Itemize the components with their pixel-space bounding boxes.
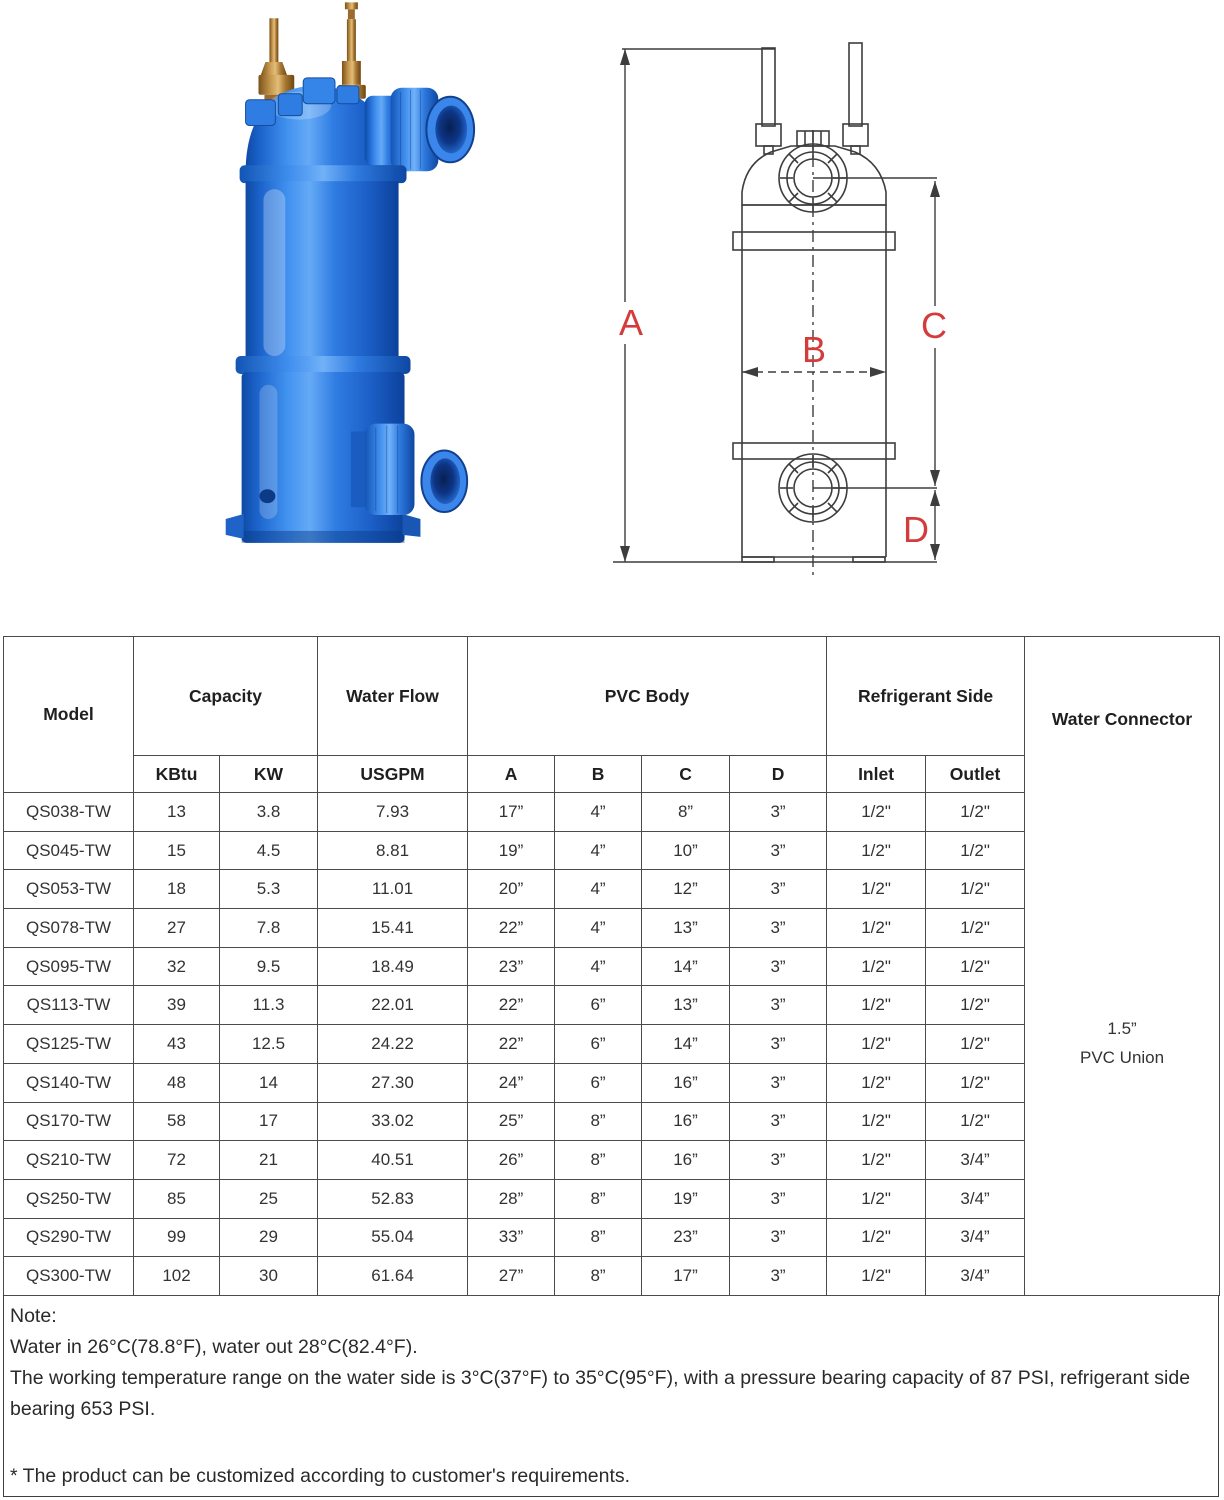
cell-outlet: 1/2" xyxy=(926,986,1025,1025)
col-header-water-flow: Water Flow xyxy=(318,637,468,756)
cell-kw: 11.3 xyxy=(220,986,318,1025)
cell-kw: 17 xyxy=(220,1102,318,1141)
cell-model: QS053-TW xyxy=(4,870,134,909)
cell-b: 4” xyxy=(555,947,642,986)
water-connector-cell xyxy=(1025,637,1220,1296)
cell-d: 3” xyxy=(730,831,827,870)
cell-b: 8” xyxy=(555,1102,642,1141)
cell-b: 4” xyxy=(555,793,642,832)
cell-model: QS250-TW xyxy=(4,1179,134,1218)
cell-outlet: 1/2" xyxy=(926,909,1025,948)
cell-a: 33” xyxy=(468,1218,555,1257)
cell-kw: 21 xyxy=(220,1141,318,1180)
top-water-port xyxy=(365,88,474,171)
cell-outlet: 1/2" xyxy=(926,793,1025,832)
bottom-water-port xyxy=(351,424,467,515)
cell-usgpm: 24.22 xyxy=(318,1025,468,1064)
cell-a: 22” xyxy=(468,1025,555,1064)
cell-kw: 25 xyxy=(220,1179,318,1218)
cell-inlet: 1/2" xyxy=(827,831,926,870)
col-header-pvc-body: PVC Body xyxy=(468,637,827,756)
cell-inlet: 1/2" xyxy=(827,1218,926,1257)
cell-b: 8” xyxy=(555,1257,642,1296)
cell-a: 26” xyxy=(468,1141,555,1180)
cell-d: 3” xyxy=(730,1025,827,1064)
cell-c: 16” xyxy=(642,1141,730,1180)
cell-usgpm: 27.30 xyxy=(318,1063,468,1102)
col-header-d: D xyxy=(730,756,827,793)
cell-outlet: 1/2" xyxy=(926,1025,1025,1064)
water-connector-type: PVC Union xyxy=(1080,1048,1165,1068)
cell-d: 3” xyxy=(730,1179,827,1218)
cell-a: 24” xyxy=(468,1063,555,1102)
cell-c: 16” xyxy=(642,1063,730,1102)
cell-usgpm: 40.51 xyxy=(318,1141,468,1180)
cell-b: 6” xyxy=(555,1025,642,1064)
cell-outlet: 1/2" xyxy=(926,1102,1025,1141)
cell-b: 4” xyxy=(555,909,642,948)
cell-kbtu: 72 xyxy=(134,1141,220,1180)
cell-model: QS140-TW xyxy=(4,1063,134,1102)
col-header-kw: KW xyxy=(220,756,318,793)
cell-inlet: 1/2" xyxy=(827,870,926,909)
cell-kw: 30 xyxy=(220,1257,318,1296)
cell-inlet: 1/2" xyxy=(827,1257,926,1296)
cell-kbtu: 43 xyxy=(134,1025,220,1064)
cell-kw: 5.3 xyxy=(220,870,318,909)
cell-kw: 7.8 xyxy=(220,909,318,948)
cell-kbtu: 32 xyxy=(134,947,220,986)
dimension-b xyxy=(742,329,886,377)
cell-inlet: 1/2" xyxy=(827,793,926,832)
cell-usgpm: 15.41 xyxy=(318,909,468,948)
dimension-label-a: A xyxy=(618,302,644,343)
device-outline xyxy=(733,43,895,562)
cell-outlet: 3/4” xyxy=(926,1179,1025,1218)
note-title: Note: xyxy=(10,1305,57,1327)
cell-inlet: 1/2" xyxy=(827,1102,926,1141)
dimension-drawing-svg xyxy=(585,12,1045,594)
cell-d: 3” xyxy=(730,947,827,986)
cell-b: 6” xyxy=(555,986,642,1025)
cell-inlet: 1/2" xyxy=(827,1025,926,1064)
cell-b: 8” xyxy=(555,1179,642,1218)
product-photo xyxy=(180,2,488,574)
cell-b: 8” xyxy=(555,1141,642,1180)
dimension-label-b: B xyxy=(801,329,827,370)
cell-usgpm: 18.49 xyxy=(318,947,468,986)
cell-inlet: 1/2" xyxy=(827,909,926,948)
cell-c: 12” xyxy=(642,870,730,909)
dimension-d xyxy=(903,490,940,560)
dimension-label-c: C xyxy=(921,305,947,346)
cell-kw: 14 xyxy=(220,1063,318,1102)
dimension-a xyxy=(619,49,775,562)
cell-usgpm: 11.01 xyxy=(318,870,468,909)
col-header-a: A xyxy=(468,756,555,793)
col-header-outlet: Outlet xyxy=(926,756,1025,793)
cell-b: 8” xyxy=(555,1218,642,1257)
cell-d: 3” xyxy=(730,1063,827,1102)
cell-model: QS078-TW xyxy=(4,909,134,948)
cell-d: 3” xyxy=(730,1141,827,1180)
cell-c: 17” xyxy=(642,1257,730,1296)
cell-kbtu: 15 xyxy=(134,831,220,870)
cell-inlet: 1/2" xyxy=(827,986,926,1025)
cell-kw: 9.5 xyxy=(220,947,318,986)
cell-kbtu: 85 xyxy=(134,1179,220,1218)
cell-a: 22” xyxy=(468,909,555,948)
cell-kbtu: 39 xyxy=(134,986,220,1025)
cell-usgpm: 7.93 xyxy=(318,793,468,832)
note-footnote: * The product can be customized according to customer's requirements. xyxy=(10,1465,631,1487)
cell-d: 3” xyxy=(730,793,827,832)
col-header-inlet: Inlet xyxy=(827,756,926,793)
note-line-working-range: The working temperature range on the water side is 3°C(37°F) to 35°C(95°F), with a pressure bearing capacity of 87 PSI, refrigerant side bearing 653 PSI. xyxy=(10,1367,1191,1420)
cell-c: 13” xyxy=(642,909,730,948)
cell-a: 23” xyxy=(468,947,555,986)
cell-outlet: 3/4” xyxy=(926,1218,1025,1257)
cell-kbtu: 18 xyxy=(134,870,220,909)
cell-c: 23” xyxy=(642,1218,730,1257)
col-header-refrigerant-side: Refrigerant Side xyxy=(827,637,1025,756)
cell-inlet: 1/2" xyxy=(827,1141,926,1180)
cell-a: 20” xyxy=(468,870,555,909)
cell-model: QS300-TW xyxy=(4,1257,134,1296)
cell-kbtu: 102 xyxy=(134,1257,220,1296)
water-connector-value xyxy=(1025,798,1219,1290)
cell-inlet: 1/2" xyxy=(827,1179,926,1218)
col-header-usgpm: USGPM xyxy=(318,756,468,793)
cell-kw: 29 xyxy=(220,1218,318,1257)
cell-d: 3” xyxy=(730,870,827,909)
cell-outlet: 1/2" xyxy=(926,1063,1025,1102)
cell-usgpm: 55.04 xyxy=(318,1218,468,1257)
cell-c: 8” xyxy=(642,793,730,832)
dimension-drawing xyxy=(585,12,1045,594)
cell-d: 3” xyxy=(730,1257,827,1296)
cell-model: QS290-TW xyxy=(4,1218,134,1257)
cell-usgpm: 8.81 xyxy=(318,831,468,870)
col-header-kbtu: KBtu xyxy=(134,756,220,793)
cell-c: 10” xyxy=(642,831,730,870)
cell-outlet: 1/2" xyxy=(926,831,1025,870)
cell-c: 16” xyxy=(642,1102,730,1141)
cell-a: 19” xyxy=(468,831,555,870)
col-header-model: Model xyxy=(4,637,134,793)
cell-c: 14” xyxy=(642,947,730,986)
dimension-label-d: D xyxy=(903,509,929,550)
cell-b: 4” xyxy=(555,831,642,870)
cell-c: 14” xyxy=(642,1025,730,1064)
cell-kw: 3.8 xyxy=(220,793,318,832)
tank-barrel xyxy=(236,165,411,374)
cell-model: QS038-TW xyxy=(4,793,134,832)
cell-kbtu: 27 xyxy=(134,909,220,948)
col-header-capacity: Capacity xyxy=(134,637,318,756)
cell-a: 27” xyxy=(468,1257,555,1296)
cell-model: QS125-TW xyxy=(4,1025,134,1064)
cell-inlet: 1/2" xyxy=(827,1063,926,1102)
cell-kw: 12.5 xyxy=(220,1025,318,1064)
cell-model: QS095-TW xyxy=(4,947,134,986)
cell-usgpm: 61.64 xyxy=(318,1257,468,1296)
cell-usgpm: 33.02 xyxy=(318,1102,468,1141)
spec-table xyxy=(3,636,1220,1296)
cell-usgpm: 22.01 xyxy=(318,986,468,1025)
cell-d: 3” xyxy=(730,986,827,1025)
cell-kbtu: 58 xyxy=(134,1102,220,1141)
cell-a: 22” xyxy=(468,986,555,1025)
cell-d: 3” xyxy=(730,909,827,948)
header-group-row xyxy=(4,637,1220,756)
cell-model: QS210-TW xyxy=(4,1141,134,1180)
cell-kbtu: 48 xyxy=(134,1063,220,1102)
cell-outlet: 3/4” xyxy=(926,1257,1025,1296)
cell-b: 6” xyxy=(555,1063,642,1102)
cell-c: 13” xyxy=(642,986,730,1025)
cell-outlet: 1/2" xyxy=(926,870,1025,909)
col-header-b: B xyxy=(555,756,642,793)
brass-valve-right xyxy=(338,2,366,98)
cell-kw: 4.5 xyxy=(220,831,318,870)
cell-a: 25” xyxy=(468,1102,555,1141)
col-header-water-connector: Water Connector xyxy=(1051,709,1193,730)
cell-usgpm: 52.83 xyxy=(318,1179,468,1218)
cell-outlet: 1/2" xyxy=(926,947,1025,986)
water-connector-size: 1.5” xyxy=(1107,1019,1137,1039)
cell-model: QS045-TW xyxy=(4,831,134,870)
dimension-c xyxy=(813,178,947,488)
note-box xyxy=(3,1295,1219,1497)
cell-d: 3” xyxy=(730,1102,827,1141)
cell-kbtu: 99 xyxy=(134,1218,220,1257)
cell-inlet: 1/2" xyxy=(827,947,926,986)
cell-outlet: 3/4” xyxy=(926,1141,1025,1180)
col-header-c: C xyxy=(642,756,730,793)
cell-c: 19” xyxy=(642,1179,730,1218)
cell-kbtu: 13 xyxy=(134,793,220,832)
cell-a: 17” xyxy=(468,793,555,832)
note-line-water-temp: Water in 26°C(78.8°F), water out 28°C(82.4°F). xyxy=(10,1336,418,1358)
cell-d: 3” xyxy=(730,1218,827,1257)
cell-b: 4” xyxy=(555,870,642,909)
product-photo-svg xyxy=(180,2,488,574)
cell-model: QS170-TW xyxy=(4,1102,134,1141)
cell-model: QS113-TW xyxy=(4,986,134,1025)
cell-a: 28” xyxy=(468,1179,555,1218)
